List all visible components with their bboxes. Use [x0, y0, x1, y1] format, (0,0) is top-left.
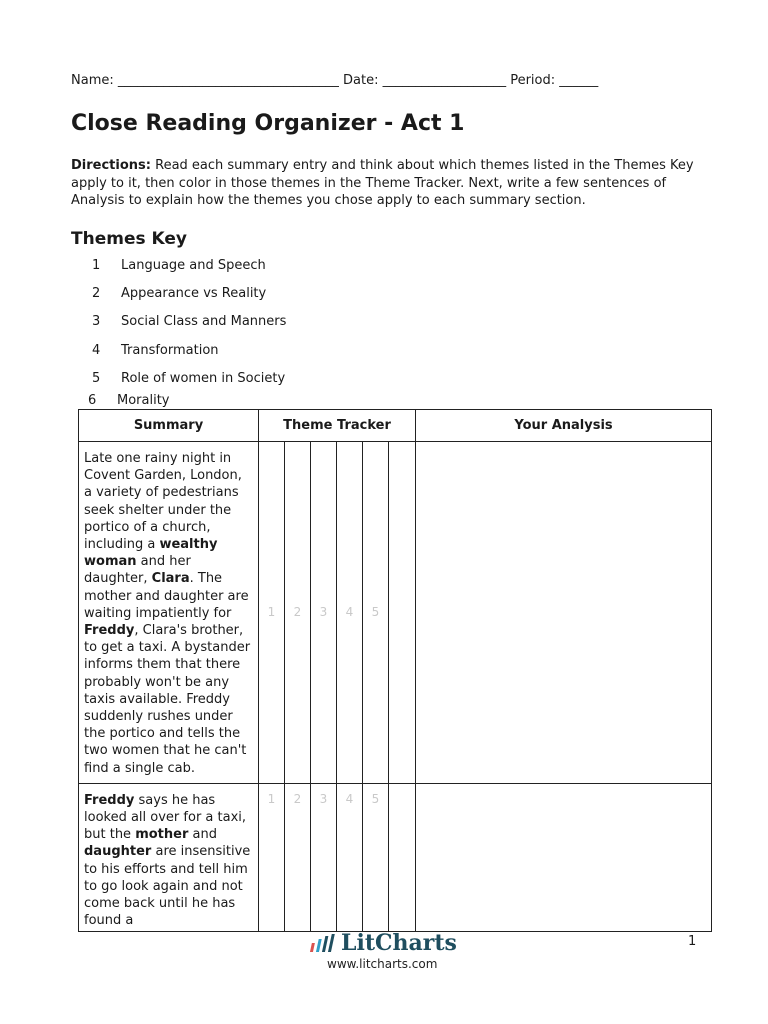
summary-bold-text: daughter — [84, 844, 152, 860]
page-title: Close Reading Organizer - Act 1 — [71, 111, 465, 136]
summary-text-segment: and — [188, 827, 217, 843]
summary-bold-text: mother — [135, 827, 189, 843]
site-url[interactable]: www.litcharts.com — [327, 957, 438, 971]
summary-text-segment: , Clara's brother, to get a taxi. A bystander informs them that there probably won't be any taxis available. Freddy suddenly rushes under the portico and tells the two women that he can't find a single cab. — [84, 623, 251, 776]
tracker-cell-6[interactable] — [389, 442, 416, 784]
themes-key-heading: Themes Key — [71, 229, 187, 249]
tracker-cell-5[interactable]: 5 — [363, 783, 389, 931]
table-row — [79, 442, 712, 784]
summary-cell — [79, 442, 259, 784]
logo-bar — [310, 943, 315, 952]
summary-text-segment: and her daughter, — [84, 554, 191, 587]
tracker-cell-4[interactable]: 4 — [337, 783, 363, 931]
tracker-cell-2[interactable]: 2 — [285, 442, 311, 784]
summary-text — [84, 792, 252, 929]
directions-label: Directions: — [71, 158, 151, 173]
theme-number: 1 — [92, 258, 101, 273]
directions — [71, 157, 701, 210]
theme-label: Transformation — [121, 343, 219, 358]
analysis-cell[interactable] — [416, 442, 712, 784]
theme-label: Morality — [117, 393, 170, 408]
tracker-cell-3[interactable]: 3 — [311, 442, 337, 784]
organizer-table — [78, 409, 712, 932]
tracker-cell-3[interactable]: 3 — [311, 783, 337, 931]
theme-label: Social Class and Manners — [121, 314, 287, 329]
logo-text: LitCharts — [341, 930, 457, 956]
summary-text-segment: . The mother and daughter are waiting impatiently for — [84, 571, 249, 621]
summary-text-segment: Late one rainy night in Covent Garden, London, a variety of pedestrians seek shelter under the portico of a church, including a — [84, 451, 242, 553]
page-number: 1 — [688, 934, 697, 949]
summary-cell — [79, 783, 259, 931]
analysis-header: Your Analysis — [416, 410, 712, 442]
theme-label: Role of women in Society — [121, 371, 286, 386]
theme-label: Language and Speech — [121, 258, 266, 273]
theme-number: 2 — [92, 286, 101, 301]
tracker-cell-1[interactable]: 1 — [259, 442, 285, 784]
summary-bold-text: Freddy — [84, 623, 135, 639]
summary-text-segment: are insensitive to his efforts and tell him to go look again and not come back until he has found a — [84, 844, 251, 929]
tracker-cell-4[interactable]: 4 — [337, 442, 363, 784]
logo-bar — [322, 936, 328, 952]
theme-number: 4 — [92, 343, 101, 358]
tracker-cell-6[interactable] — [389, 783, 416, 931]
theme-number: 5 — [92, 371, 101, 386]
header-fields: Name: __________________________________ Date: ___________________ Period: ______ — [71, 73, 599, 88]
tracker-cell-1[interactable]: 1 — [259, 783, 285, 931]
tracker-cell-2[interactable]: 2 — [285, 783, 311, 931]
analysis-cell[interactable] — [416, 783, 712, 931]
summary-bold-text: Freddy — [84, 792, 135, 808]
litcharts-logo[interactable] — [313, 930, 457, 956]
logo-bar — [328, 934, 335, 952]
table-header-row — [79, 410, 712, 442]
summary-text-segment: says he has looked all over for a taxi, but the — [84, 792, 247, 843]
directions-text: Read each summary entry and think about which themes listed in the Themes Key apply to it, then color in those themes in the Theme Tracker. Next, write a few sentences of Analysis to explain how the themes you chose apply to each summary section. — [71, 158, 694, 208]
logo-bar — [316, 939, 322, 952]
tracker-cell-5[interactable]: 5 — [363, 442, 389, 784]
theme-number: 6 — [88, 393, 97, 408]
theme-label: Appearance vs Reality — [121, 286, 267, 301]
litcharts-bars-icon — [313, 933, 337, 953]
summary-bold-text: Clara — [151, 571, 190, 587]
table-row — [79, 783, 712, 931]
summary-bold-text: wealthy woman — [84, 537, 218, 570]
theme-number: 3 — [92, 314, 101, 329]
theme-tracker-header: Theme Tracker — [259, 410, 416, 442]
summary-header: Summary — [79, 410, 259, 442]
